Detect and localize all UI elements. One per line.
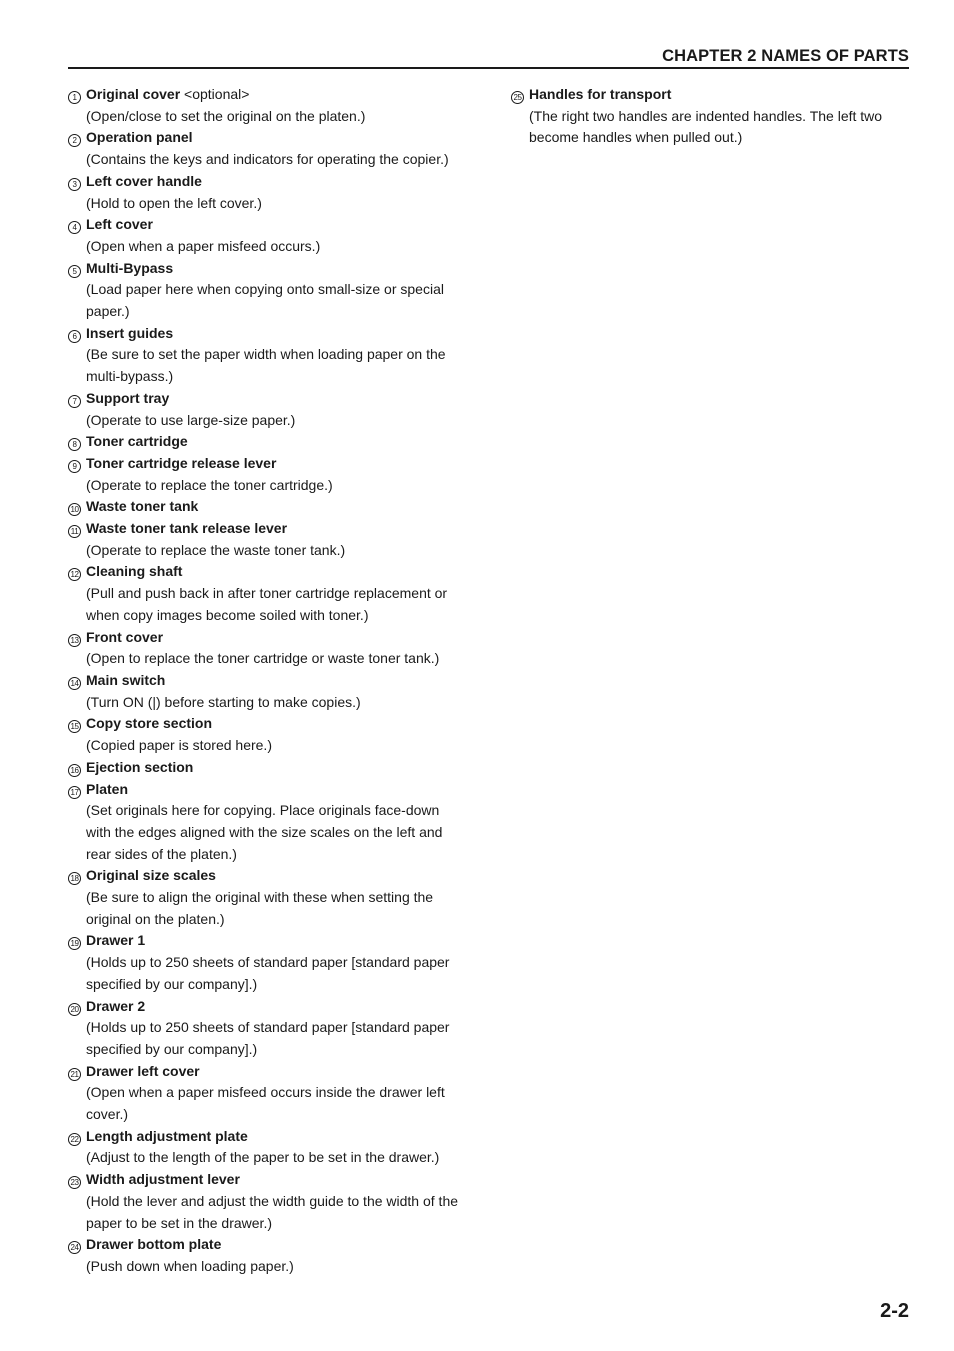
part-description: (Hold the lever and adjust the width guide to the width of the paper to be set in the drawer.) <box>86 1192 459 1231</box>
part-item <box>511 84 911 149</box>
part-item-heading <box>68 388 468 410</box>
part-item <box>68 84 468 127</box>
part-name: Copy store section <box>86 715 213 732</box>
part-number-badge: 11 <box>68 525 81 538</box>
part-number-badge: 1 <box>68 91 81 104</box>
part-number-badge: 18 <box>68 872 81 885</box>
part-item <box>68 713 468 756</box>
part-item <box>68 496 468 518</box>
part-item <box>68 670 468 713</box>
part-item <box>68 453 468 496</box>
part-number-badge: 7 <box>68 395 81 408</box>
part-item <box>68 171 468 214</box>
part-item-heading <box>68 713 468 735</box>
part-description: (Turn ON (|) before starting to make copies.) <box>86 693 361 710</box>
part-description: (Load paper here when copying onto small-size or special paper.) <box>86 281 444 320</box>
part-item-heading <box>68 779 468 801</box>
part-item-heading <box>68 670 468 692</box>
part-name: Drawer 2 <box>86 997 146 1014</box>
part-description: (Be sure to set the paper width when loading paper on the multi-bypass.) <box>86 346 446 385</box>
part-description: (Pull and push back in after toner cartridge replacement or when copy images become soiled with toner.) <box>86 585 448 623</box>
part-item <box>68 388 468 431</box>
part-name: Waste toner tank <box>86 498 199 515</box>
part-number-badge: 17 <box>68 786 81 799</box>
parts-list-right <box>511 84 911 149</box>
part-name: Original size scales <box>86 867 216 884</box>
part-item-heading <box>68 518 468 540</box>
part-number-badge: 22 <box>68 1133 81 1146</box>
part-description: (Adjust to the length of the paper to be set in the drawer.) <box>86 1149 440 1166</box>
part-item <box>68 1061 468 1126</box>
part-description: (Set originals here for copying. Place originals face-down with the edges aligned with the size scales on the left and rear sides of the platen.) <box>86 802 443 862</box>
part-number-badge: 3 <box>68 178 81 191</box>
part-item <box>68 996 468 1061</box>
part-item-heading <box>68 171 468 193</box>
part-item <box>68 779 468 866</box>
part-name: Toner cartridge release lever <box>86 454 277 471</box>
part-item-heading <box>68 561 468 583</box>
part-item-heading <box>68 323 468 345</box>
part-number-badge: 19 <box>68 937 81 950</box>
part-description: (Copied paper is stored here.) <box>86 737 272 754</box>
part-name: Original cover <box>86 86 181 102</box>
part-name: Operation panel <box>86 129 193 146</box>
part-name: Platen <box>86 780 129 797</box>
part-number-badge: 4 <box>68 221 81 234</box>
part-number-badge: 6 <box>68 330 81 343</box>
part-number-badge: 13 <box>68 634 81 647</box>
part-name: Drawer bottom plate <box>86 1236 222 1253</box>
part-number-badge: 20 <box>68 1003 81 1016</box>
part-description: (Open/close to set the original on the platen.) <box>86 107 366 124</box>
part-name: Left cover handle <box>86 172 202 189</box>
part-number-badge: 2 <box>68 134 81 147</box>
part-name: Drawer left cover <box>86 1062 200 1079</box>
part-description: (Open to replace the toner cartridge or waste toner tank.) <box>86 650 440 667</box>
part-description: (Open when a paper misfeed occurs inside the drawer left cover.) <box>86 1084 445 1123</box>
parts-list-left <box>68 84 468 1278</box>
part-item <box>68 930 468 995</box>
part-item <box>68 127 468 170</box>
part-item-heading <box>68 214 468 236</box>
part-item-heading <box>68 930 468 952</box>
part-item <box>68 561 468 626</box>
part-description: (Hold to open the left cover.) <box>86 194 262 211</box>
part-item-heading <box>511 84 911 106</box>
part-description: (Operate to replace the toner cartridge.) <box>86 476 333 493</box>
part-number-badge: 12 <box>68 568 81 581</box>
part-item-heading <box>68 453 468 475</box>
part-item <box>68 518 468 561</box>
part-name: Main switch <box>86 671 166 688</box>
part-number-badge: 15 <box>68 720 81 733</box>
part-name: Insert guides <box>86 324 174 341</box>
part-number-badge: 25 <box>511 91 524 104</box>
part-optional-note: <optional> <box>180 86 250 102</box>
part-description: (Be sure to align the original with these when setting the original on the platen.) <box>86 889 434 927</box>
part-item <box>68 757 468 779</box>
part-item <box>68 258 468 323</box>
part-item-heading <box>68 1061 468 1083</box>
part-description: (Contains the keys and indicators for operating the copier.) <box>86 151 449 168</box>
part-name: Multi-Bypass <box>86 259 174 276</box>
part-description: (Push down when loading paper.) <box>86 1257 294 1274</box>
part-item-heading <box>68 1126 468 1148</box>
part-name: Length adjustment plate <box>86 1127 248 1144</box>
part-item-heading <box>68 1169 468 1191</box>
part-item <box>68 323 468 388</box>
part-number-badge: 10 <box>68 503 81 516</box>
part-description: (Holds up to 250 sheets of standard paper [standard paper specified by our company].) <box>86 954 450 992</box>
part-item-heading <box>68 627 468 649</box>
part-number-badge: 8 <box>68 438 81 451</box>
page-number: 2-2 <box>880 1300 909 1322</box>
part-description: (Operate to use large-size paper.) <box>86 411 296 428</box>
part-number-badge: 9 <box>68 460 81 473</box>
part-description: (The right two handles are indented handles. The left two become handles when pulled out.) <box>529 107 883 146</box>
part-item-heading <box>68 865 468 887</box>
part-name: Ejection section <box>86 758 194 775</box>
part-number-badge: 5 <box>68 265 81 278</box>
part-name: Support tray <box>86 389 170 406</box>
chapter-title: CHAPTER 2 NAMES OF PARTS <box>662 47 909 65</box>
part-item <box>68 1126 468 1169</box>
part-number-badge: 24 <box>68 1241 81 1254</box>
part-item <box>68 214 468 257</box>
part-item-heading <box>68 258 468 280</box>
part-item-heading <box>68 431 468 453</box>
part-name: Waste toner tank release lever <box>86 520 288 537</box>
part-item-heading <box>68 84 468 106</box>
part-description: (Open when a paper misfeed occurs.) <box>86 237 321 254</box>
part-item-heading <box>68 127 468 149</box>
part-name: Front cover <box>86 628 164 645</box>
part-name: Cleaning shaft <box>86 563 183 580</box>
part-name: Handles for transport <box>529 86 672 102</box>
part-name: Width adjustment lever <box>86 1171 240 1188</box>
part-number-badge: 23 <box>68 1176 81 1189</box>
page-header <box>68 46 909 69</box>
part-description: (Operate to replace the waste toner tank.) <box>86 541 346 558</box>
part-item <box>68 1234 468 1277</box>
part-name: Left cover <box>86 216 153 233</box>
part-item-heading <box>68 757 468 779</box>
part-number-badge: 14 <box>68 677 81 690</box>
part-item <box>68 627 468 670</box>
part-item <box>68 431 468 453</box>
part-item-heading <box>68 496 468 518</box>
part-item-heading <box>68 996 468 1018</box>
part-item-heading <box>68 1234 468 1256</box>
part-name: Drawer 1 <box>86 932 146 949</box>
part-item <box>68 865 468 930</box>
part-number-badge: 16 <box>68 764 81 777</box>
part-name: Toner cartridge <box>86 433 188 450</box>
part-number-badge: 21 <box>68 1068 81 1081</box>
part-item <box>68 1169 468 1234</box>
part-description: (Holds up to 250 sheets of standard paper [standard paper specified by our company].) <box>86 1019 450 1057</box>
